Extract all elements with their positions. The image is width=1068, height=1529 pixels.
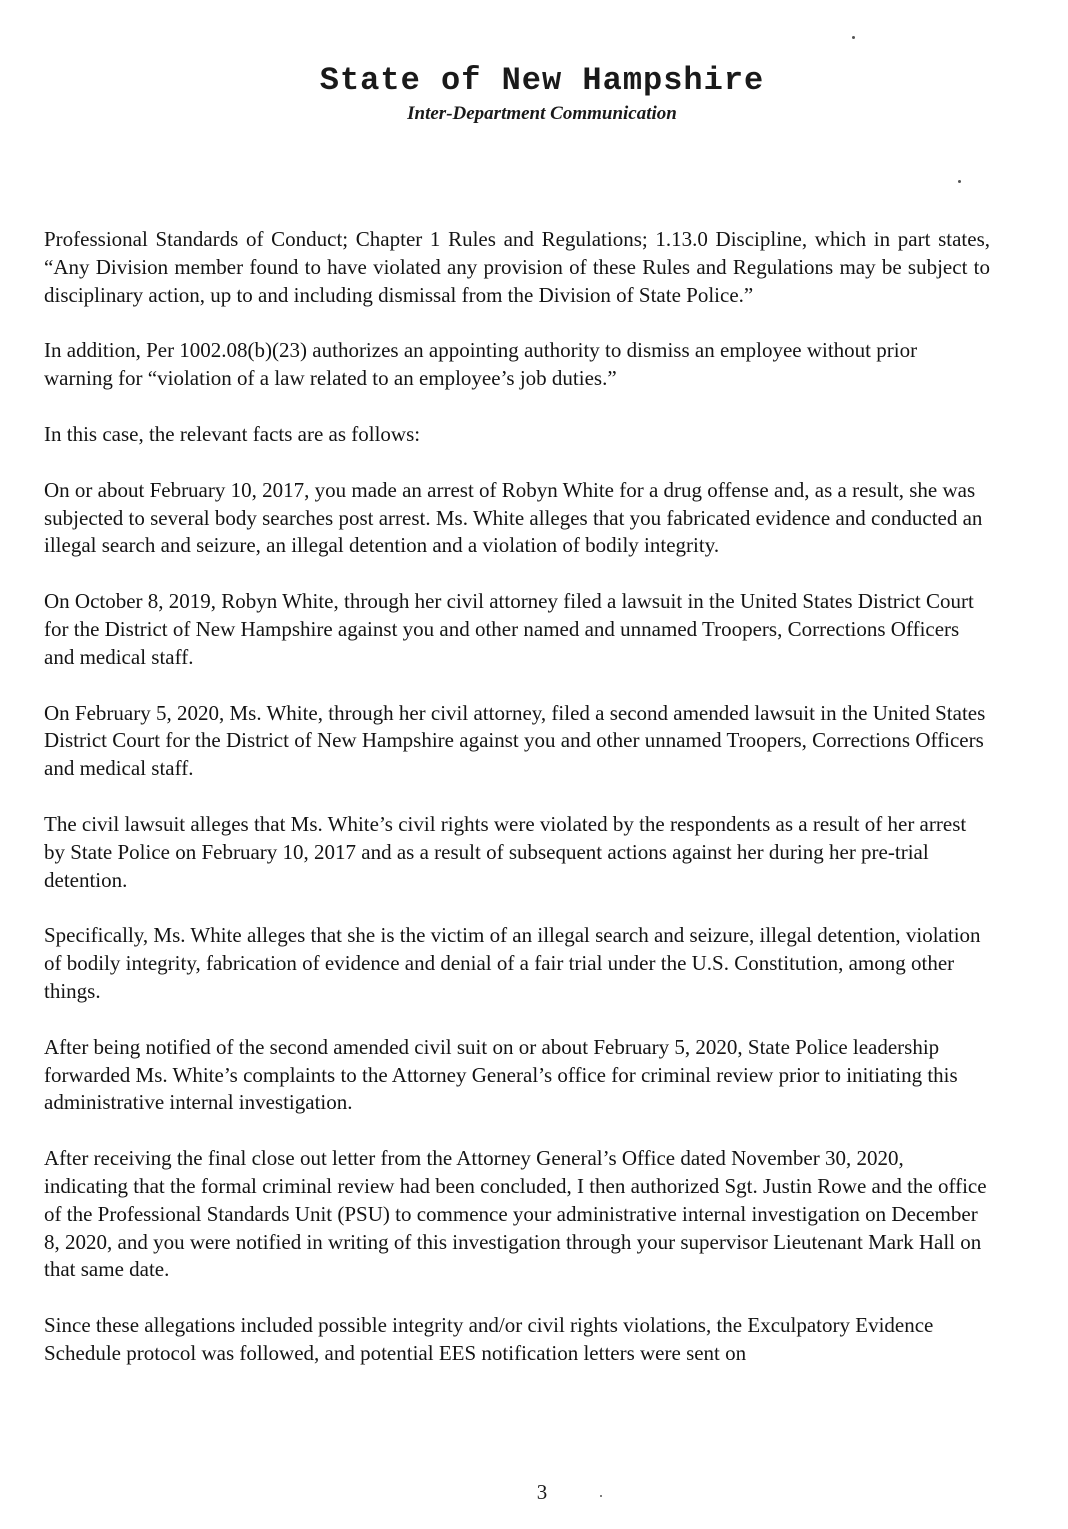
paragraph-arrest: On or about February 10, 2017, you made an arrest of Robyn White for a drug offense and, as a result, she was subjected to several body searches post arrest. Ms. White alleges that you fabricated evidence and conducted an illegal search and seizure, an illegal detention and a violation of bodily integrity. bbox=[44, 477, 983, 558]
header-subtitle: Inter-Department Communication bbox=[407, 103, 677, 124]
paragraph-first-lawsuit: On October 8, 2019, Robyn White, through her civil attorney filed a lawsuit in the United States District Court for the District of New Hampshire against you and other named and unnamed Troopers, Corrections Officers and medical staff. bbox=[44, 589, 974, 669]
scan-speck bbox=[600, 1495, 602, 1497]
paragraph-ees-protocol: Since these allegations included possible integrity and/or civil rights violations, the Exculpatory Evidence Schedule protocol was followed, and potential EES notification letters were sent on bbox=[44, 1313, 934, 1365]
memo-body bbox=[44, 226, 990, 1394]
paragraph-discipline-rule: Professional Standards of Conduct; Chapter 1 Rules and Regulations; 1.13.0 Discipline, which in part states, “Any Division member found to have violated any provision of these Rules and Regulations may be subject to disciplinary action, up to and including dismissal from the Division of State Police.” bbox=[44, 227, 990, 307]
paragraph-dismissal-authority: In addition, Per 1002.08(b)(23) authorizes an appointing authority to dismiss an employee without prior warning for “violation of a law related to an employee’s job duties.” bbox=[44, 338, 918, 391]
paragraph-facts-intro: In this case, the relevant facts are as follows: bbox=[44, 421, 421, 446]
scan-speck bbox=[958, 180, 961, 183]
paragraph-second-lawsuit: On February 5, 2020, Ms. White, through her civil attorney, filed a second amended lawsuit in the United States District Court for the District of New Hampshire against you and other unnamed Troopers, Corrections Officers and medical staff. bbox=[44, 700, 986, 781]
paragraph-ag-referral: After being notified of the second amended civil suit on or about February 5, 2020, State Police leadership forwarded Ms. White’s complaints to the Attorney General’s office for criminal review prior to initiating this administrative internal investigation. bbox=[44, 1034, 958, 1115]
scan-speck bbox=[852, 36, 855, 39]
paragraph-allegations: Specifically, Ms. White alleges that she is the victim of an illegal search and seizure, illegal detention, violation of bodily integrity, fabrication of evidence and denial of a fair trial under the U.S. Constitution, among other things. bbox=[44, 923, 981, 1003]
header-title: State of New Hampshire bbox=[319, 62, 765, 99]
paragraph-civil-rights: The civil lawsuit alleges that Ms. White’s civil rights were violated by the respondents as a result of her arrest by State Police on February 10, 2017 and as a result of subsequent actions against her during her pre-trial detention. bbox=[44, 811, 967, 892]
paragraph-investigation-start: After receiving the final close out letter from the Attorney General’s Office dated November 30, 2020, indicating that the formal criminal review had been concluded, I then authorized Sgt. Justin Rowe and the office of the Professional Standards Unit (PSU) to commence your administrative internal investigation on December 8, 2020, and you were notified in writing of this investigation through your supervisor Lieutenant Mark Hall on that same date. bbox=[44, 1146, 987, 1282]
page-number: 3 bbox=[536, 1480, 548, 1504]
